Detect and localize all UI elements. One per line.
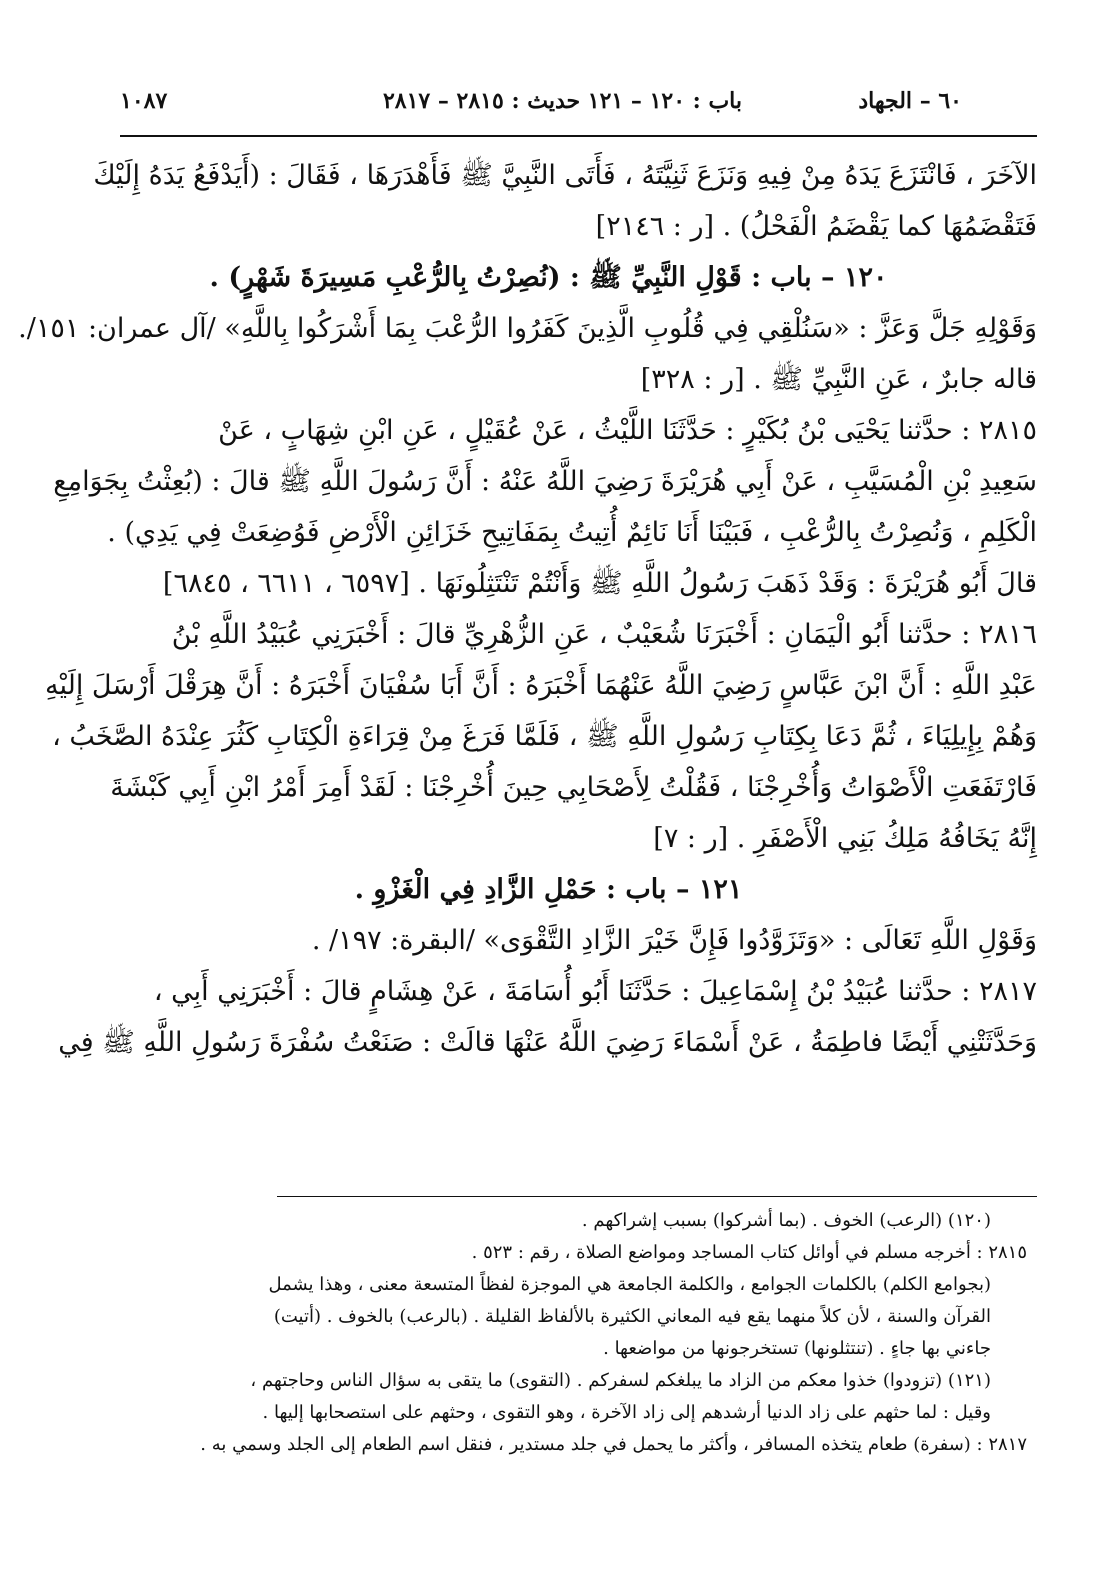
text-line: الآخَرَ ، فَانْتَزَعَ يَدَهُ مِنْ فِيهِ وَنَزَعَ ثَنِيَّتَهُ ، فَأَتَى النَّبِيَّ ﷺ فَأَهْدَرَهَا ، فَقَالَ : (أَيَدْفَعُ يَدَهُ إِلَيْكَ [93, 160, 1037, 191]
chapter-title: ٦٠ – الجهاد [858, 88, 962, 114]
text-line: قاله جابرٌ ، عَنِ النَّبِيِّ ﷺ . [ر : ٣٢٨] [640, 364, 1037, 395]
text-line: وَهُمْ بِإِيلِيَاءَ ، ثُمَّ دَعَا بِكِتَابِ رَسُولِ اللَّهِ ﷺ ، فَلَمَّا فَرَغَ مِنْ قِرَاءَةِ الْكِتَابِ كَثُرَ عِنْدَهُ الصَّخَبُ ، [52, 721, 1037, 752]
footnote-line: وقيل : لما حثهم على زاد الدنيا أرشدهم إلى زاد الآخرة ، وهو التقوى ، وحثهم على استصحابها إليها . [262, 1402, 991, 1423]
footnote-line: (١٢١) (تزودوا) خذوا معكم من الزاد ما يبلغكم لسفركم . (التقوى) ما يتقى به سؤال الناس وحاجتهم ، [250, 1370, 991, 1391]
chapter-heading: ١٢١ – باب : حَمْلِ الزَّادِ فِي الْغَزْوِ . [354, 874, 743, 905]
text-line: فَارْتَفَعَتِ الْأَصْوَاتُ وَأُخْرِجْنَا ، فَقُلْتُ لِأَصْحَابِي حِينَ أُخْرِجْنَا : لَقَدْ أَمِرَ أَمْرُ ابْنِ أَبِي كَبْشَةَ [110, 772, 1037, 803]
text-line: ٢٨١٧ : حدَّثنا عُبَيْدُ بْنُ إِسْمَاعِيلَ : حَدَّثَنَا أَبُو أُسَامَةَ ، عَنْ هِشَامٍ قالَ : أَخْبَرَنِي أَبِي ، [153, 976, 1037, 1007]
text-line: عَبْدِ اللَّهِ : أَنَّ ابْنَ عَبَّاسٍ رَضِيَ اللَّهُ عَنْهُمَا أَخْبَرَهُ : أَنَّ أَبَا سُفْيَانَ أَخْبَرَهُ : أَنَّ هِرَقْلَ أَرْسَلَ إِلَيْهِ [44, 670, 1037, 701]
text-line: سَعِيدِ بْنِ الْمُسَيَّبِ ، عَنْ أَبِي هُرَيْرَةَ رَضِيَ اللَّهُ عَنْهُ : أَنَّ رَسُولَ اللَّهِ ﷺ قالَ : (بُعِثْتُ بِجَوَامِعِ [53, 466, 1037, 497]
text-line: قالَ أَبُو هُرَيْرَةَ : وَقَدْ ذَهَبَ رَسُولُ اللَّهِ ﷺ وَأَنْتُمْ تَنْتَثِلُونَهَا . [٦٥٩٧ ، ٦٦١١ ، ٦٨٤٥] [162, 568, 1037, 599]
footnote-line: (بجوامع الكلم) بالكلمات الجوامع ، والكلمة الجامعة هي الموجزة لفظاً المتسعة معنى ، وهذا يشمل [268, 1274, 991, 1295]
footnote-line: (١٢٠) (الرعب) الخوف . (بما أشركوا) بسبب إشراكهم . [581, 1210, 991, 1231]
main-text [18, 150, 1037, 1068]
text-line: ٢٨١٥ : حدَّثنا يَحْيَى بْنُ بُكَيْرٍ : حَدَّثَنَا اللَّيْثُ ، عَنْ عُقَيْلٍ ، عَنِ ابْنِ شِهَابٍ ، عَنْ [218, 415, 1037, 446]
chapter-heading: ١٢٠ – باب : قَوْلِ النَّبِيِّ ﷺ : (نُصِرْتُ بِالرُّعْبِ مَسِيرَةَ شَهْرٍ) . [209, 262, 888, 293]
running-header [120, 88, 962, 128]
text-line: وَقَوْلِ اللَّهِ تَعَالَى : «وَتَزَوَّدُوا فَإِنَّ خَيْرَ الزَّادِ التَّقْوَى» /البقرة: ١٩٧/ . [311, 925, 1037, 956]
footnote-line: ٢٨١٧ : (سفرة) طعام يتخذه المسافر ، وأكثر ما يحمل في جلد مستدير ، فنقل اسم الطعام إلى الجلد وسمي به . [200, 1434, 1027, 1455]
text-line: وَحَدَّثَتْنِي أَيْضًا فاطِمَةُ ، عَنْ أَسْمَاءَ رَضِيَ اللَّهُ عَنْهَا قالَتْ : صَنَعْتُ سُفْرَةَ رَسُولِ اللَّهِ ﷺ فِي [58, 1027, 1037, 1058]
footnote-line: جاءني بها جاءٍ . (تنتثلونها) تستخرجونها من مواضعها . [603, 1338, 991, 1359]
header-rule [120, 135, 1037, 137]
footnote-rule [277, 1196, 1037, 1197]
footnote-line: القرآن والسنة ، لأن كلاً منهما يقع فيه المعاني الكثيرة بالألفاظ القليلة . (بالرعب) بالخوف . (أتيت) [273, 1306, 991, 1327]
footnote-line: ٢٨١٥ : أخرجه مسلم في أوائل كتاب المساجد ومواضع الصلاة ، رقم : ٥٢٣ . [471, 1242, 1027, 1263]
footnotes [110, 1205, 1027, 1461]
text-line: وَقَوْلِهِ جَلَّ وَعَزَّ : «سَنُلْقِي فِي قُلُوبِ الَّذِينَ كَفَرُوا الرُّعْبَ بِمَا أَشْرَكُوا بِاللَّهِ» /آل عمران: ١٥١/. [18, 313, 1037, 344]
text-line: الْكَلِمِ ، وَنُصِرْتُ بِالرُّعْبِ ، فَبَيْنَا أَنَا نَائِمٌ أُتِيتُ بِمَفَاتِيحِ خَزَائِنِ الْأَرْضِ فَوُضِعَتْ فِي يَدِي) . [107, 517, 1037, 548]
section-range: باب : ١٢٠ – ١٢١ حديث : ٢٨١٥ – ٢٨١٧ [382, 88, 742, 114]
page-number: ١٠٨٧ [120, 88, 168, 114]
text-line: ٢٨١٦ : حدَّثنا أَبُو الْيَمَانِ : أَخْبَرَنَا شُعَيْبٌ ، عَنِ الزُّهْرِيِّ قالَ : أَخْبَرَنِي عُبَيْدُ اللَّهِ بْنُ [171, 619, 1037, 650]
text-line: فَتَقْضَمُهَا كما يَقْضَمُ الْفَحْلُ) . [ر : ٢١٤٦] [595, 211, 1037, 242]
text-line: إِنَّهُ يَخَافُهُ مَلِكُ بَنِي الْأَصْفَرِ . [ر : ٧] [653, 823, 1037, 854]
